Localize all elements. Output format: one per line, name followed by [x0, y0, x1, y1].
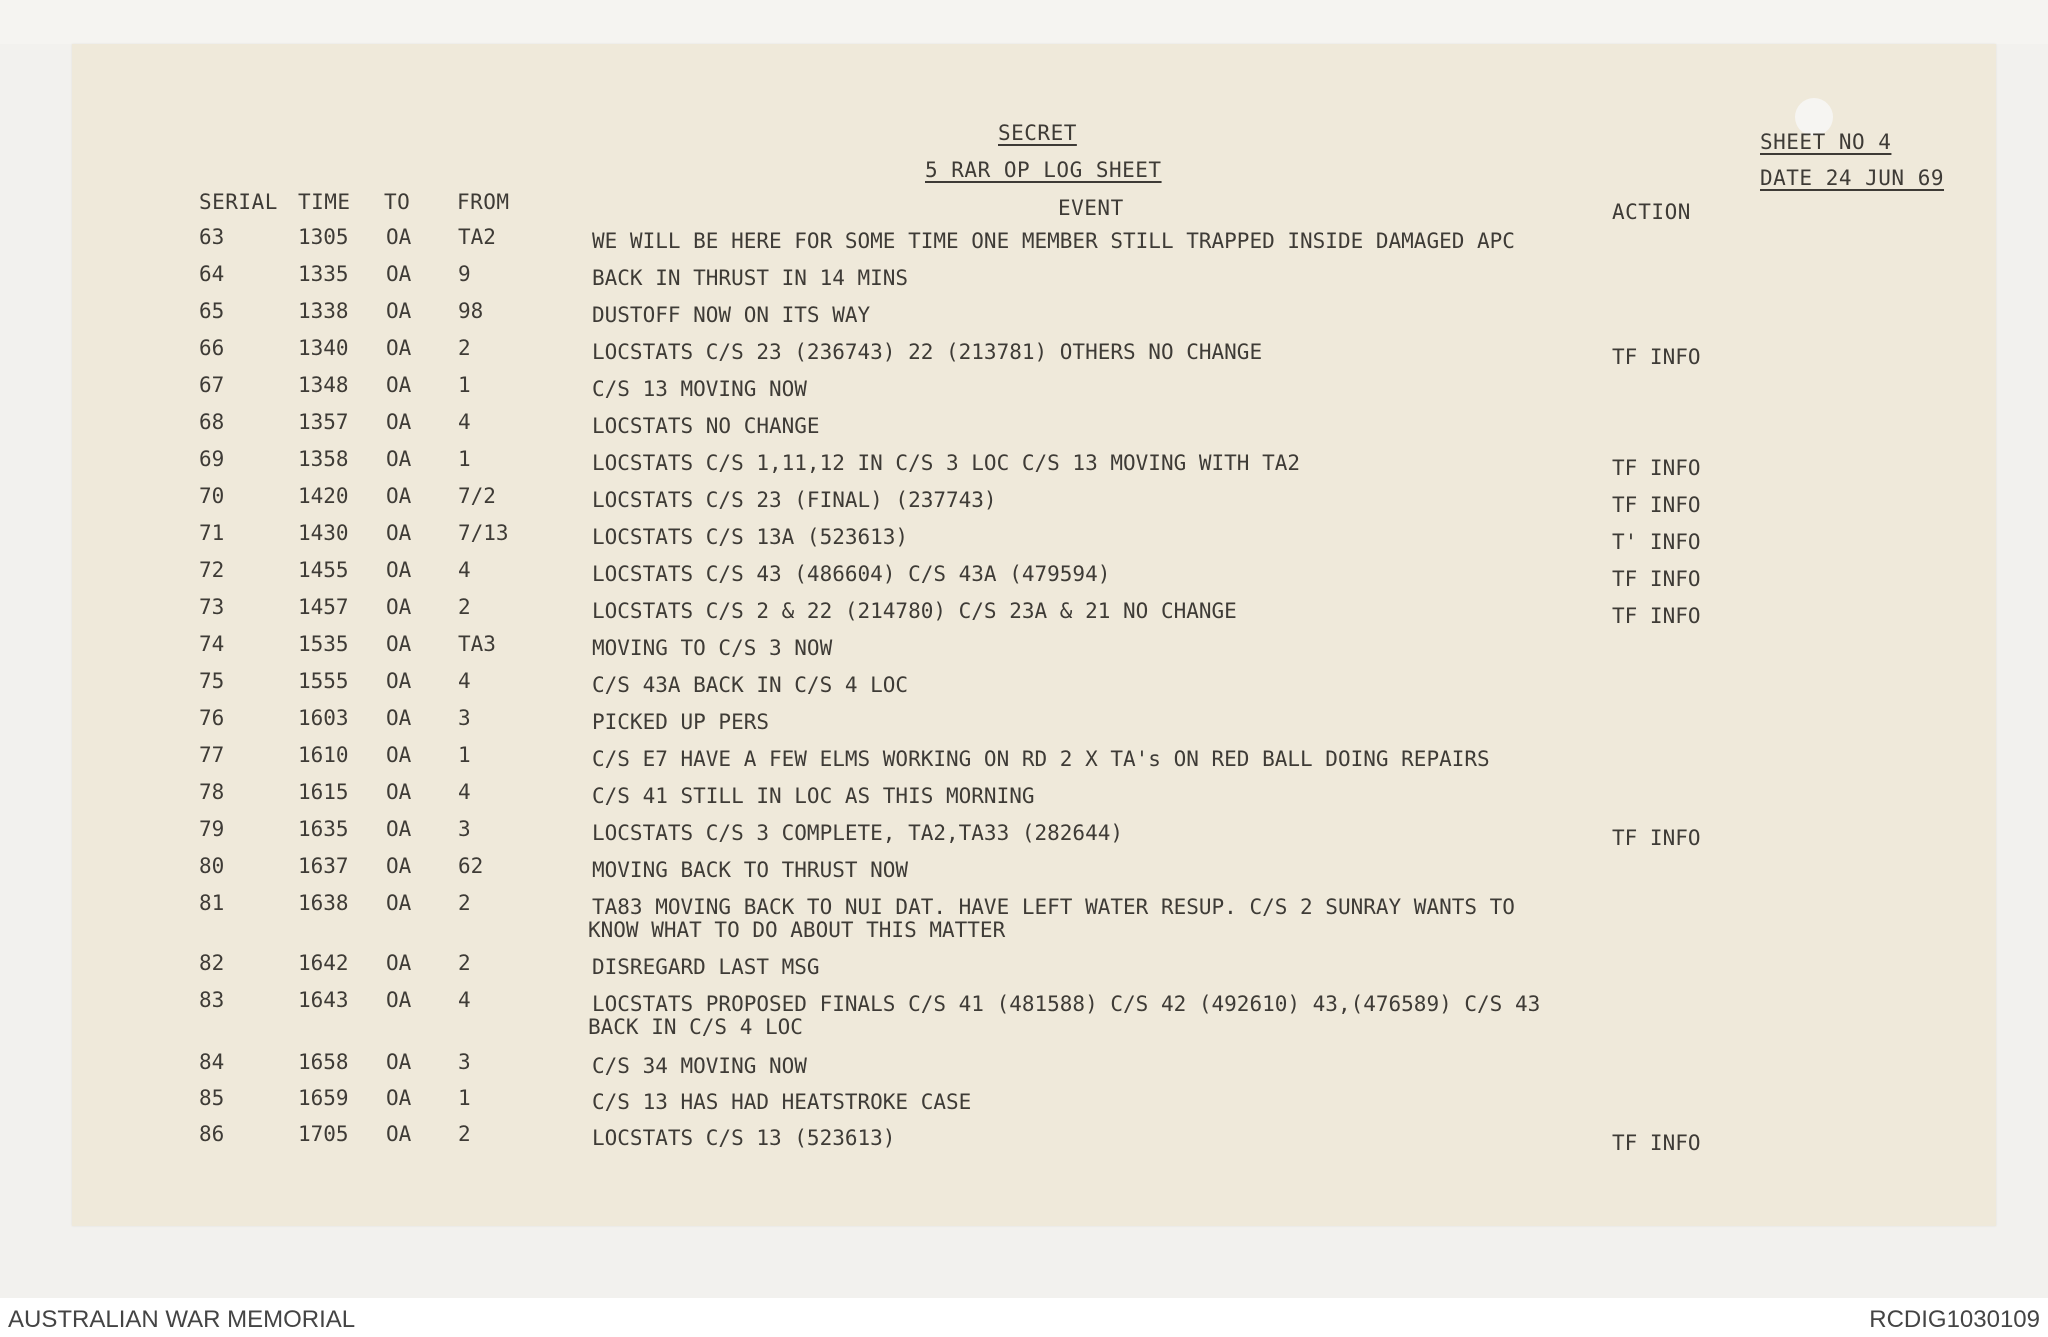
row-to: OA: [386, 336, 412, 360]
row-serial: 67: [199, 373, 225, 397]
row-event: LOCSTATS C/S 13 (523613): [592, 1126, 896, 1150]
row-event: TA83 MOVING BACK TO NUI DAT. HAVE LEFT WATER RESUP. C/S 2 SUNRAY WANTS TO: [592, 895, 1515, 919]
row-to: OA: [386, 447, 412, 471]
row-event: LOCSTATS C/S 3 COMPLETE, TA2,TA33 (282644): [592, 821, 1124, 845]
row-serial: 63: [199, 225, 225, 249]
column-header-event: EVENT: [1058, 196, 1124, 220]
row-time: 1455: [298, 558, 349, 582]
row-time: 1638: [298, 891, 349, 915]
row-serial: 86: [199, 1122, 225, 1146]
row-to: OA: [386, 988, 412, 1012]
row-from: 1: [458, 373, 471, 397]
row-serial: 68: [199, 410, 225, 434]
row-to: OA: [386, 521, 412, 545]
row-from: 4: [458, 669, 471, 693]
row-from: 4: [458, 988, 471, 1012]
document-sheet: [72, 44, 1996, 1226]
row-event: C/S 13 MOVING NOW: [592, 377, 807, 401]
row-time: 1659: [298, 1086, 349, 1110]
row-serial: 75: [199, 669, 225, 693]
footer-institution: AUSTRALIAN WAR MEMORIAL: [8, 1306, 356, 1333]
row-time: 1643: [298, 988, 349, 1012]
top-background: [0, 0, 2048, 44]
row-event: C/S 43A BACK IN C/S 4 LOC: [592, 673, 909, 697]
row-time: 1430: [298, 521, 349, 545]
row-event: PICKED UP PERS: [592, 710, 770, 734]
row-to: OA: [386, 484, 412, 508]
row-event: LOCSTATS C/S 1,11,12 IN C/S 3 LOC C/S 13 MOVING WITH TA2: [592, 451, 1301, 475]
row-time: 1610: [298, 743, 349, 767]
row-from: 9: [458, 262, 471, 286]
row-from: TA3: [458, 632, 496, 656]
row-from: TA2: [458, 225, 496, 249]
row-event: LOCSTATS C/S 2 & 22 (214780) C/S 23A & 21 NO CHANGE: [592, 599, 1237, 623]
row-time: 1615: [298, 780, 349, 804]
row-serial: 72: [199, 558, 225, 582]
row-event: DUSTOFF NOW ON ITS WAY: [592, 303, 871, 327]
column-header-from: FROM: [457, 190, 510, 214]
row-action: TF INFO: [1612, 345, 1701, 369]
row-action: TF INFO: [1612, 456, 1701, 480]
row-time: 1340: [298, 336, 349, 360]
row-time: 1637: [298, 854, 349, 878]
row-to: OA: [386, 410, 412, 434]
row-from: 2: [458, 1122, 471, 1146]
row-to: OA: [386, 706, 412, 730]
row-time: 1603: [298, 706, 349, 730]
row-event: C/S 13 HAS HAD HEATSTROKE CASE: [592, 1090, 972, 1114]
row-time: 1338: [298, 299, 349, 323]
row-to: OA: [386, 743, 412, 767]
row-from: 7/2: [458, 484, 496, 508]
row-event: BACK IN THRUST IN 14 MINS: [592, 266, 909, 290]
row-from: 3: [458, 1050, 471, 1074]
document-title: 5 RAR OP LOG SHEET: [925, 158, 1162, 182]
row-serial: 69: [199, 447, 225, 471]
row-from: 1: [458, 447, 471, 471]
row-serial: 70: [199, 484, 225, 508]
row-to: OA: [386, 299, 412, 323]
row-event: C/S 41 STILL IN LOC AS THIS MORNING: [592, 784, 1035, 808]
row-action: TF INFO: [1612, 604, 1701, 628]
classification-heading: SECRET: [998, 121, 1077, 145]
row-to: OA: [386, 373, 412, 397]
column-header-action: ACTION: [1612, 200, 1691, 224]
row-from: 4: [458, 780, 471, 804]
row-from: 2: [458, 336, 471, 360]
footer-record-id: RCDIG1030109: [1869, 1306, 2040, 1333]
row-time: 1348: [298, 373, 349, 397]
row-serial: 65: [199, 299, 225, 323]
row-event: LOCSTATS PROPOSED FINALS C/S 41 (481588) C/S 42 (492610) 43,(476589) C/S 43: [592, 992, 1541, 1016]
row-action: TF INFO: [1612, 493, 1701, 517]
row-to: OA: [386, 632, 412, 656]
row-serial: 66: [199, 336, 225, 360]
row-to: OA: [386, 1086, 412, 1110]
row-event: DISREGARD LAST MSG: [592, 955, 820, 979]
row-serial: 73: [199, 595, 225, 619]
row-action: TF INFO: [1612, 567, 1701, 591]
row-to: OA: [386, 225, 412, 249]
row-event: LOCSTATS C/S 13A (523613): [592, 525, 909, 549]
row-time: 1457: [298, 595, 349, 619]
row-from: 1: [458, 1086, 471, 1110]
row-to: OA: [386, 1050, 412, 1074]
row-serial: 82: [199, 951, 225, 975]
row-time: 1635: [298, 817, 349, 841]
row-from: 98: [458, 299, 484, 323]
sheet-number: SHEET NO 4: [1760, 130, 1892, 154]
row-to: OA: [386, 951, 412, 975]
row-serial: 64: [199, 262, 225, 286]
row-serial: 80: [199, 854, 225, 878]
column-header-time: TIME: [298, 190, 351, 214]
row-event: LOCSTATS C/S 23 (FINAL) (237743): [592, 488, 997, 512]
row-serial: 76: [199, 706, 225, 730]
row-serial: 79: [199, 817, 225, 841]
row-to: OA: [386, 669, 412, 693]
row-serial: 84: [199, 1050, 225, 1074]
row-time: 1642: [298, 951, 349, 975]
row-time: 1357: [298, 410, 349, 434]
row-event-continued: BACK IN C/S 4 LOC: [588, 1015, 803, 1039]
row-from: 2: [458, 891, 471, 915]
row-from: 3: [458, 817, 471, 841]
row-event: WE WILL BE HERE FOR SOME TIME ONE MEMBER STILL TRAPPED INSIDE DAMAGED APC: [592, 229, 1515, 253]
row-from: 4: [458, 410, 471, 434]
row-event: MOVING BACK TO THRUST NOW: [592, 858, 909, 882]
row-event: C/S E7 HAVE A FEW ELMS WORKING ON RD 2 X TA's ON RED BALL DOING REPAIRS: [592, 747, 1490, 771]
row-time: 1420: [298, 484, 349, 508]
row-to: OA: [386, 817, 412, 841]
row-time: 1358: [298, 447, 349, 471]
row-to: OA: [386, 558, 412, 582]
column-header-serial: SERIAL: [199, 190, 278, 214]
row-action: TF INFO: [1612, 1131, 1701, 1155]
row-to: OA: [386, 854, 412, 878]
row-event: LOCSTATS C/S 43 (486604) C/S 43A (479594): [592, 562, 1111, 586]
row-from: 4: [458, 558, 471, 582]
row-from: 2: [458, 595, 471, 619]
row-serial: 81: [199, 891, 225, 915]
row-serial: 77: [199, 743, 225, 767]
row-from: 3: [458, 706, 471, 730]
row-from: 7/13: [458, 521, 509, 545]
row-to: OA: [386, 891, 412, 915]
row-event: LOCSTATS C/S 23 (236743) 22 (213781) OTHERS NO CHANGE: [592, 340, 1263, 364]
row-to: OA: [386, 262, 412, 286]
row-time: 1305: [298, 225, 349, 249]
row-serial: 85: [199, 1086, 225, 1110]
row-time: 1335: [298, 262, 349, 286]
row-time: 1535: [298, 632, 349, 656]
row-serial: 74: [199, 632, 225, 656]
row-event: MOVING TO C/S 3 NOW: [592, 636, 833, 660]
row-serial: 83: [199, 988, 225, 1012]
row-to: OA: [386, 1122, 412, 1146]
row-event-continued: KNOW WHAT TO DO ABOUT THIS MATTER: [588, 918, 1006, 942]
row-action: T' INFO: [1612, 530, 1701, 554]
row-time: 1658: [298, 1050, 349, 1074]
row-to: OA: [386, 780, 412, 804]
sheet-date: DATE 24 JUN 69: [1760, 166, 1945, 190]
row-from: 62: [458, 854, 484, 878]
row-from: 1: [458, 743, 471, 767]
row-action: TF INFO: [1612, 826, 1701, 850]
row-serial: 78: [199, 780, 225, 804]
row-from: 2: [458, 951, 471, 975]
row-event: C/S 34 MOVING NOW: [592, 1054, 807, 1078]
row-time: 1555: [298, 669, 349, 693]
row-time: 1705: [298, 1122, 349, 1146]
column-header-to: TO: [384, 190, 411, 214]
row-to: OA: [386, 595, 412, 619]
row-event: LOCSTATS NO CHANGE: [592, 414, 820, 438]
row-serial: 71: [199, 521, 225, 545]
